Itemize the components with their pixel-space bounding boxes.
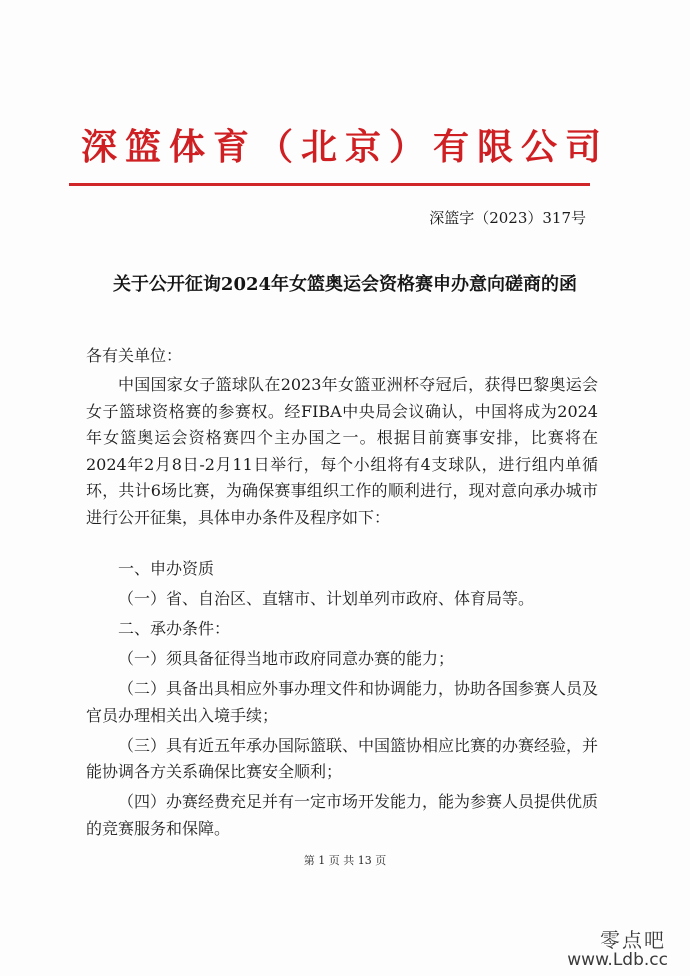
salutation: 各有关单位： <box>86 346 183 365</box>
main-paragraph: 中国国家女子篮球队在2023年女篮亚洲杯夺冠后，获得巴黎奥运会女子篮球资格赛的参赛权。经FIBA中央局会议确认，中国将成为2024年女篮奥运会资格赛四个主办国之一。根据目前赛事安排，比赛将在2024年2月8日-2月11日举行，每个小组将有4支球队，进行组内单循环，共计6场比赛，为确保赛事组织工作的顺利进行，现对意向承办城市进行公开征集，具体申办条件及程序如下： <box>86 375 598 527</box>
list-item: （三）具有近五年承办国际篮联、中国篮协相应比赛的办赛经验，并能协调各方关系确保比赛安全顺利； <box>86 735 599 782</box>
list-item: （二）具备出具相应外事办理文件和协调能力，协助各国参赛人员及官员办理相关出入境手续； <box>86 678 599 725</box>
watermark-site-name: 零点吧 <box>600 928 666 952</box>
page-footer: 第 1 页 共 13 页 <box>303 854 387 867</box>
document-number: 深篮字（2023）317号 <box>429 209 586 227</box>
list-item: 二、承办条件： <box>118 618 231 638</box>
list-item: 一、申办资质 <box>118 559 215 578</box>
document-title: 关于公开征询2024年女篮奥运会资格赛申办意向磋商的函 <box>112 274 578 295</box>
requirements-list <box>86 556 598 846</box>
list-item: （一）省、自治区、直辖市、计划单列市政府、体育局等。 <box>118 588 535 608</box>
list-item: （一）须具备征得当地市政府同意办赛的能力； <box>118 648 455 668</box>
letterhead-company-name: 深篮体育（北京）有限公司 <box>80 127 609 168</box>
list-item: （四）办赛经费充足并有一定市场开发能力，能为参赛人员提供优质的竞赛服务和保障。 <box>86 792 599 838</box>
watermark-url[interactable]: www.Ldb.cc <box>567 950 668 970</box>
letterhead-red-rule <box>69 183 590 186</box>
